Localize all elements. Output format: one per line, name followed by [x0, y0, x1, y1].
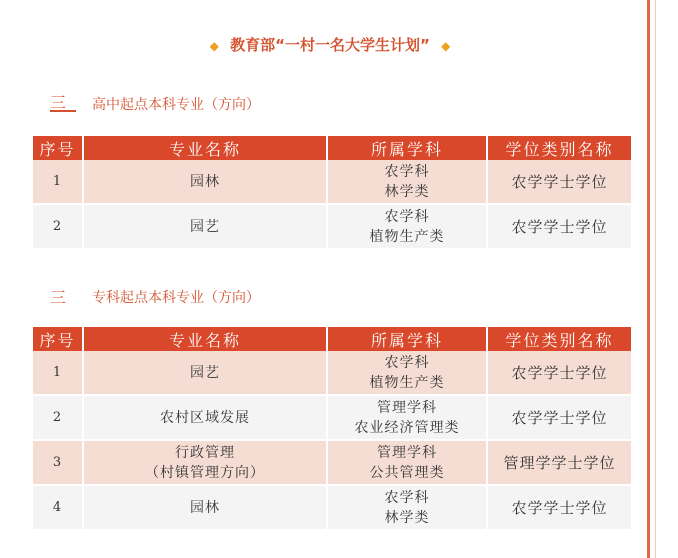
heading-text: 教育部“一村一名大学生计划” — [230, 36, 430, 54]
table-row — [33, 396, 631, 439]
header-discipline: 所属学科 — [327, 136, 487, 160]
header-degree: 学位类别名称 — [487, 327, 631, 351]
row-degree: 农学学士学位 — [487, 160, 631, 203]
section-marker-icon: 三 — [50, 96, 76, 112]
row-degree: 农学学士学位 — [487, 205, 631, 248]
row-degree: 管理学学士学位 — [487, 441, 631, 484]
major-table-2 — [33, 327, 631, 529]
row-degree: 农学学士学位 — [487, 486, 631, 529]
header-major: 专业名称 — [83, 136, 327, 160]
header-seq: 序号 — [33, 327, 83, 351]
section-title-text: 专科起点本科专业（方向） — [92, 289, 260, 306]
section-marker-icon: 三 — [50, 288, 67, 307]
diamond-icon: ◆ — [209, 39, 219, 53]
row-major: 园林 — [83, 160, 327, 203]
section-title-1 — [50, 94, 260, 114]
row-seq: 1 — [33, 160, 83, 203]
header-degree: 学位类别名称 — [487, 136, 631, 160]
right-border-line-thin — [655, 0, 656, 558]
row-discipline: 管理学科 公共管理类 — [327, 441, 487, 484]
row-degree: 农学学士学位 — [487, 351, 631, 394]
diamond-icon: ◆ — [441, 39, 451, 53]
table-row — [33, 486, 631, 529]
row-discipline: 农学科 植物生产类 — [327, 205, 487, 248]
row-discipline: 农学科 林学类 — [327, 160, 487, 203]
table-header-row — [33, 327, 631, 351]
row-major: 行政管理 （村镇管理方向） — [83, 441, 327, 484]
row-major: 园林 — [83, 486, 327, 529]
row-major: 园艺 — [83, 351, 327, 394]
right-border-line — [647, 0, 650, 558]
table-row — [33, 351, 631, 394]
row-degree: 农学学士学位 — [487, 396, 631, 439]
table-row — [33, 205, 631, 248]
section-title-2 — [50, 285, 260, 308]
major-table-1 — [33, 136, 631, 248]
row-seq: 2 — [33, 205, 83, 248]
header-major: 专业名称 — [83, 327, 327, 351]
table-row — [33, 160, 631, 203]
row-seq: 1 — [33, 351, 83, 394]
page-heading — [0, 34, 660, 55]
row-major: 园艺 — [83, 205, 327, 248]
row-seq: 3 — [33, 441, 83, 484]
header-discipline: 所属学科 — [327, 327, 487, 351]
row-seq: 2 — [33, 396, 83, 439]
row-seq: 4 — [33, 486, 83, 529]
table-header-row — [33, 136, 631, 160]
row-discipline: 农学科 林学类 — [327, 486, 487, 529]
row-discipline: 管理学科 农业经济管理类 — [327, 396, 487, 439]
section-title-text: 高中起点本科专业（方向） — [92, 97, 260, 113]
table-row — [33, 441, 631, 484]
row-discipline: 农学科 植物生产类 — [327, 351, 487, 394]
row-major: 农村区域发展 — [83, 396, 327, 439]
header-seq: 序号 — [33, 136, 83, 160]
